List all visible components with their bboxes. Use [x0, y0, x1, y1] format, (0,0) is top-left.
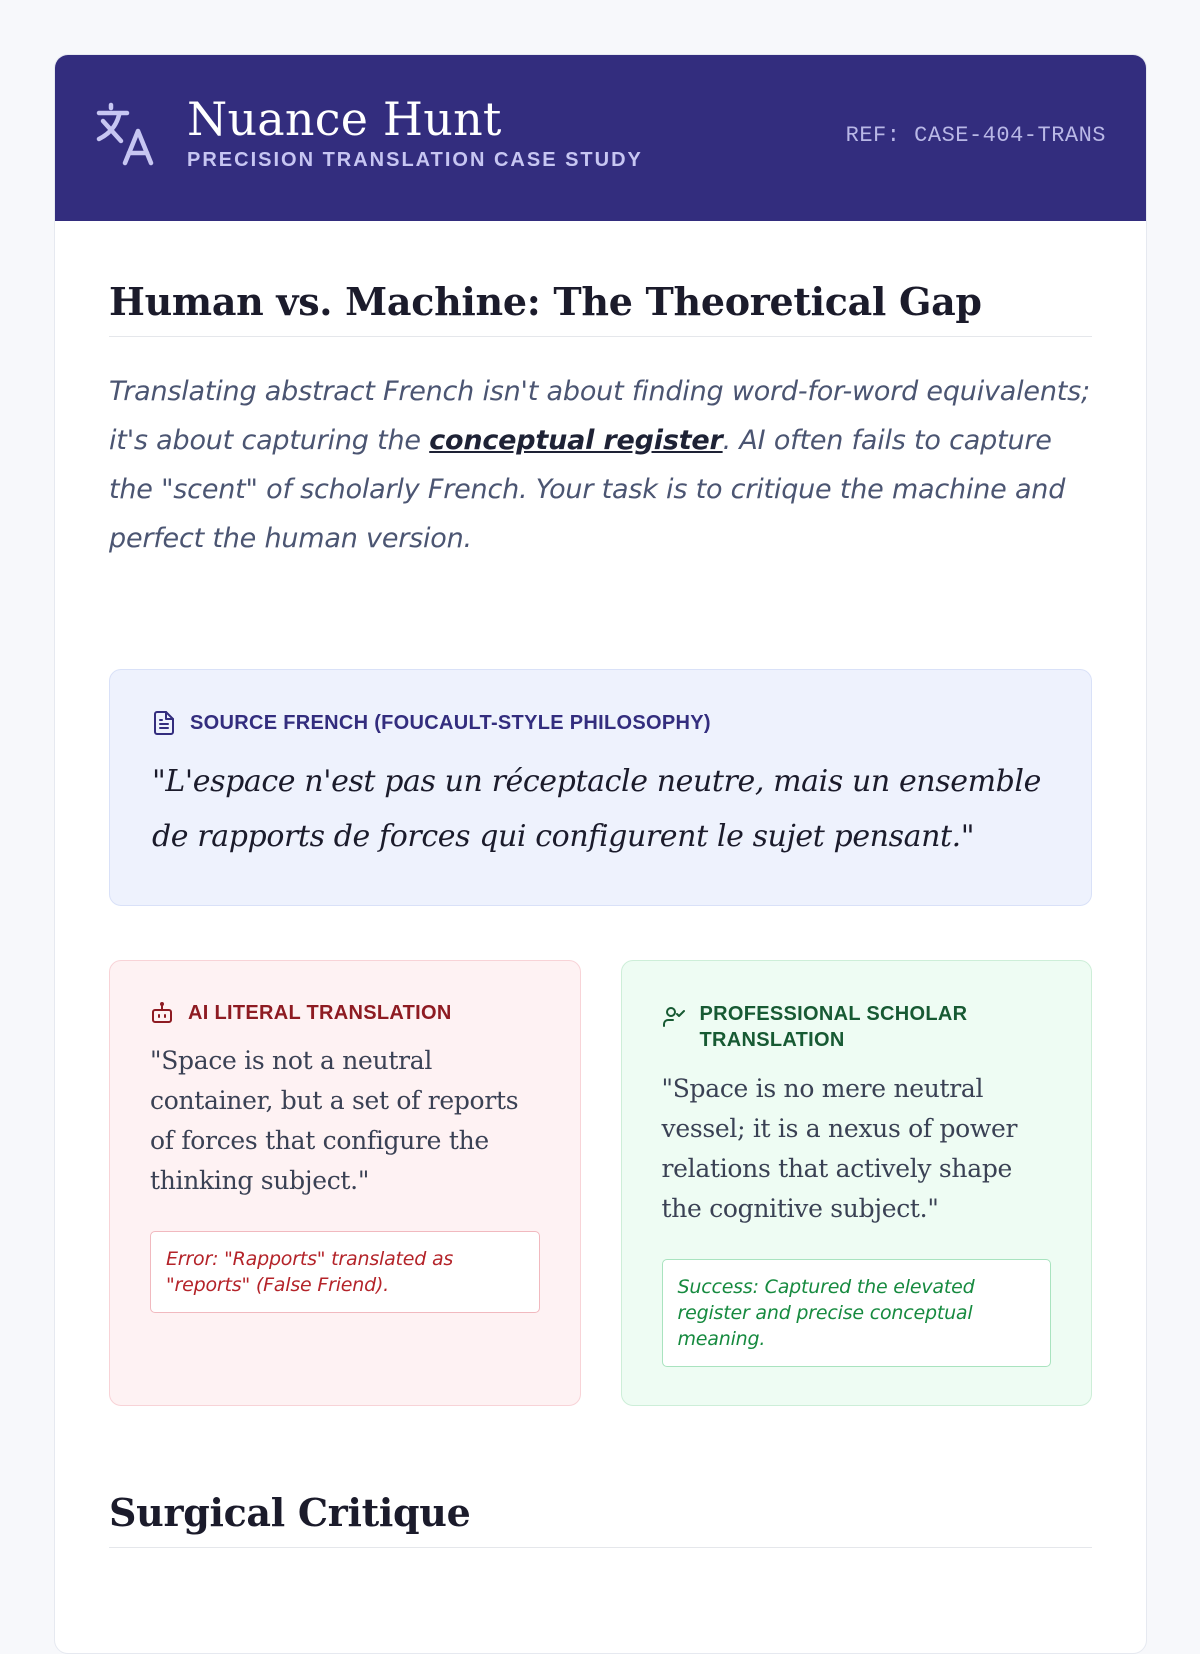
- ai-error-note: Error: "Rapports" translated as "reports" (False Friend).: [150, 1231, 540, 1313]
- ai-label: AI LITERAL TRANSLATION: [188, 1001, 452, 1024]
- header-banner: [55, 55, 1146, 221]
- section-title-theoretical-gap: Human vs. Machine: The Theoretical Gap: [109, 221, 1092, 337]
- source-french-box: [109, 669, 1092, 906]
- intro-text-before: Translating abstract French isn't about finding word-for-word equivalents; it's about capturing the: [109, 376, 1090, 456]
- section-title-surgical-critique: Surgical Critique: [109, 1406, 1092, 1548]
- app-title: Nuance Hunt: [187, 92, 502, 147]
- ai-label-row: [150, 1001, 540, 1025]
- document-icon: [152, 710, 176, 736]
- case-reference: REF: CASE-404-TRANS: [845, 123, 1106, 148]
- pro-label: PROFESSIONAL SCHOLAR TRANSLATION: [699, 1003, 968, 1051]
- pro-label-row: [662, 1001, 1052, 1053]
- case-study-card: [54, 54, 1147, 1654]
- ai-translation-card: [109, 960, 581, 1406]
- translation-comparison: [109, 960, 1092, 1406]
- brand: [187, 94, 643, 172]
- user-check-icon: [662, 1005, 686, 1029]
- app-subtitle: PRECISION TRANSLATION CASE STUDY: [187, 148, 643, 171]
- professional-translation-card: [621, 960, 1093, 1406]
- intro-paragraph: [109, 367, 1092, 563]
- translate-icon: [95, 101, 161, 167]
- source-label: SOURCE FRENCH (FOUCAULT-STYLE PHILOSOPHY): [190, 711, 711, 734]
- pro-translation-text: "Space is no mere neutral vessel; it is a nexus of power relations that actively shape the cognitive subject.": [661, 1074, 1018, 1223]
- robot-icon: [150, 1001, 174, 1025]
- intro-emphasis: conceptual register: [429, 425, 723, 456]
- source-quote: "L'espace n'est pas un réceptacle neutre, mais un ensemble de rapports de forces qui configurent le sujet pensant.": [152, 764, 1041, 854]
- pro-success-note: Success: Captured the elevated register and precise conceptual meaning.: [662, 1259, 1052, 1367]
- ai-translation-text: "Space is not a neutral container, but a set of reports of forces that configure the thinking subject.": [150, 1046, 519, 1195]
- source-label-row: [152, 710, 1051, 736]
- intro-text-after: . AI often fails to capture the "scent" of scholarly French. Your task is to critique the machine and perfect the human version.: [109, 425, 1066, 554]
- main-content: [55, 221, 1146, 1548]
